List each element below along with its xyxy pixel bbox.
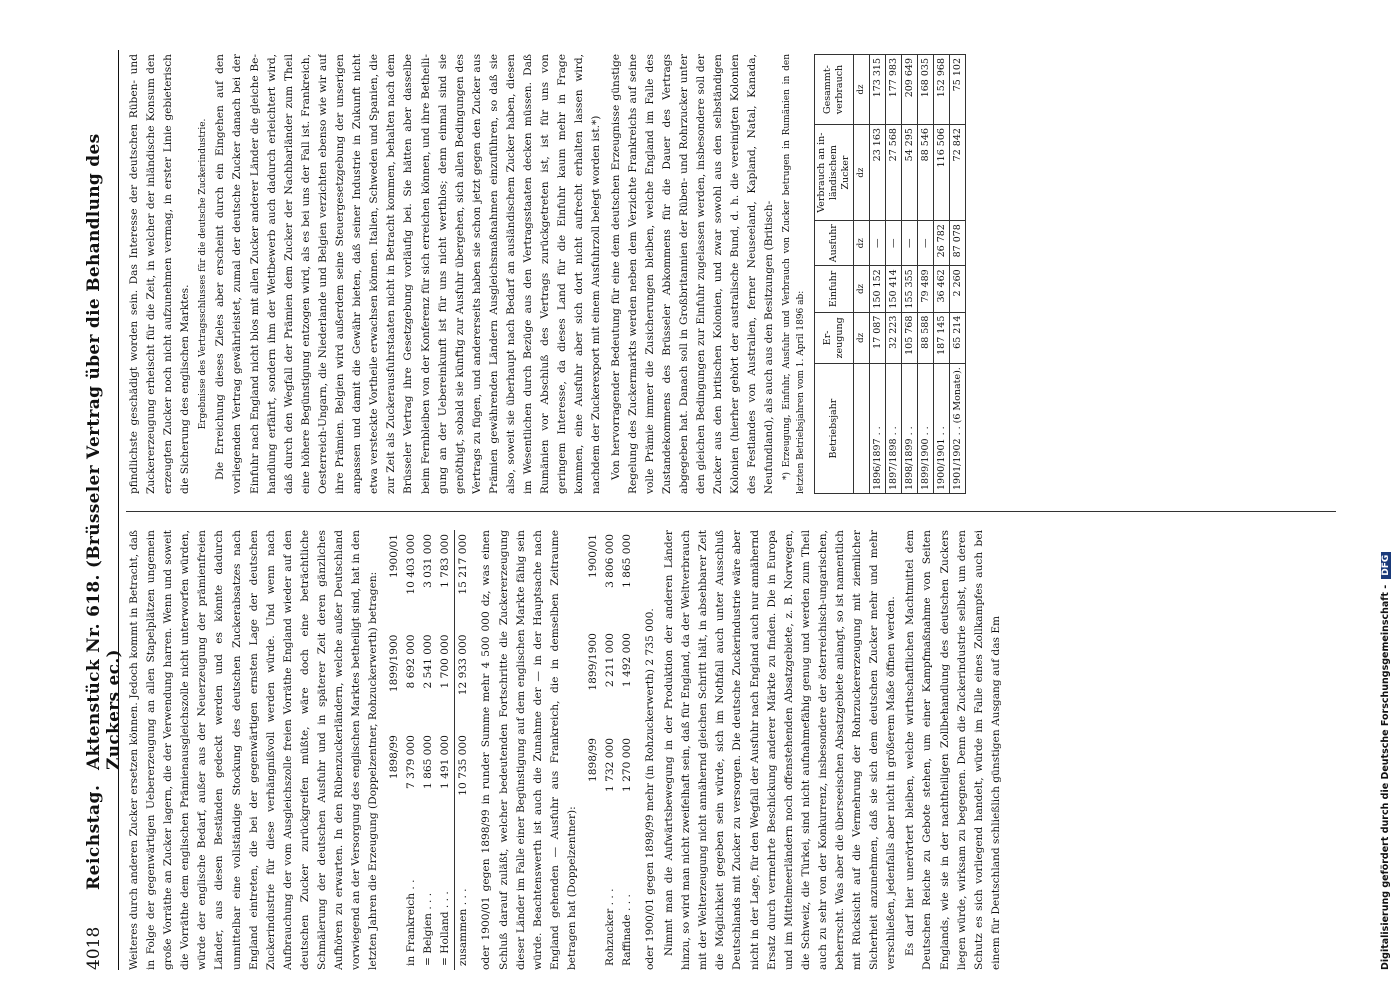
table-header-cell: Gesammtverbrauch <box>815 55 854 125</box>
table-cell: 79 489 <box>918 266 934 312</box>
table-cell: — <box>886 221 902 266</box>
table-cell: 36 462 <box>934 266 950 312</box>
table-cell: 1 732 000 <box>603 738 616 792</box>
table-cell: 75 102 <box>950 55 966 125</box>
table-header-cell <box>585 833 602 970</box>
table-cell: 54 295 <box>902 125 918 221</box>
table-row <box>886 55 902 494</box>
table-cell: 10 735 000 <box>455 731 473 832</box>
table-cell: 177 983 <box>886 55 902 125</box>
table-header-cell <box>386 832 403 970</box>
table-cell: 2 541 000 <box>422 634 435 689</box>
table-cell: in Frankreich . . <box>405 879 418 966</box>
table-cell: 1 270 000 <box>620 738 633 792</box>
table-cell: 23 163 <box>870 125 886 221</box>
table-header-row <box>386 530 403 970</box>
table-cell: — <box>870 221 886 266</box>
column-divider <box>126 511 1336 512</box>
production-table <box>386 530 472 970</box>
table-cell: 187 145 <box>934 312 950 364</box>
table-cell: — <box>918 221 934 266</box>
unit-cell: dz <box>854 312 870 364</box>
table-cell: 1 783 000 <box>439 534 452 588</box>
paragraph: Die Erreichung dieses Zieles aber erscheint durch ein Eingehen auf den vorliegenden Vertrag gewährleistet, zumal der deutsche Zucker danach bei der Einfuhr nach England nicht blos mit allen Zucker anderer Länder die gleiche Behandlung erfährt, sondern ihm der Wettbewerb auch dadurch erleichtert wird, daß durch den Wegfall der Prämien dem Zucker der Nachbarländer zum Theil eine höhere Begünstigung entzogen wird, als es bei uns der Fall ist. Frankreich, Oesterreich-Ungarn, die Niederlande und Belgien verzichten ebenso wie wir auf ihre Prämien. Belgien wird außerdem seine Steuergesetzgebung der unserigen anpassen und damit die Gewähr bieten, daß seiner Industrie in Zukunft nicht etwa versteckte Vortheile erwachsen können. Italien, Schweden und Spanien, die zur Zeit als Zuckerausfuhrstaaten nicht in Betracht kommen, behalten nach dem Brüsseler Vertrag ihre Gesetzgebung vorläufig bei. Sie hätten aber dasselbe beim Fernbleiben von der Konferenz für sich erreichen können, und ihre Betheiligung an der Uebereinkunft ist für uns nicht werthlos; denn einmal sind sie genöthigt, sobald sie künftig zur Ausfuhr übergehen, sich allen Bedingungen des Vertrags zu fügen, und andererseits haben sie schon jetzt gegen den Zucker aus Prämien gewährenden Ländern Ausgleichsmaßnahmen einzuführen, so daß sie also, soweit sie überhaupt nach Bedarf an ausländischem Zucker haben, diesen im Wesentlichen durch Bezüge aus den Vertragsstaaten decken müssen. Daß Rumänien vor Abschluß des Vertrags zurückgetreten ist, ist für uns von geringem Interesse, da dieses Land für die Einfuhr kaum mehr in Frage kommen, eine Ausfuhr aber sich dort nicht aufrecht erhalten lassen wird, nachdem der Zuckerexport mit einem Ausfuhrzoll belegt worden ist.*) <box>214 54 603 494</box>
table-header-cell: 1898/99 <box>586 738 599 783</box>
table-cell: 3 031 000 <box>422 534 435 588</box>
export-table <box>585 530 636 970</box>
table-row <box>870 55 886 494</box>
caption-text: Digitalisierung gefördert durch die Deutsche Forschungsgemeinschaft - <box>1380 584 1391 970</box>
paragraph: oder 1900/01 gegen 1898/99 mehr (in Rohzuckerwerth) 2 735 000. <box>643 608 656 970</box>
table-header-cell: Einfuhr <box>815 266 854 312</box>
paragraph: oder 1900/01 gegen 1898/99 in runder Summe mehr 4 500 000 dz, was einen Schluß darauf zuläßt, welcher bedeutenden Fortschritte die Zuckererzeugung dieser Länder im Falle einer Begünstigung auf dem englischen Markte fähig sein würde. Beachtenswerth ist auch die Zunahme der — in der Hauptsache nach England gehenden — Ausfuhr aus Frankreich, die in demselben Zeitraume betragen hat (Doppelzentner): <box>480 530 578 970</box>
table-cell: 150 152 <box>870 266 886 312</box>
table-row <box>934 55 950 494</box>
romania-sugar-table <box>814 54 966 494</box>
table-cell: 1899/1900 . . <box>918 364 934 494</box>
unit-cell: dz <box>854 55 870 125</box>
running-header <box>78 50 124 970</box>
header-left-title: Reichstag. <box>84 784 104 890</box>
table-cell: 32 223 <box>886 312 902 364</box>
table-cell: 1 865 000 <box>422 735 435 790</box>
table-cell: 1901/1902 . . (6 Monate). <box>950 364 966 494</box>
table-row <box>950 55 966 494</box>
table-cell: zusammen . . . <box>455 832 473 970</box>
table-header-cell: 1899/1900 <box>586 633 599 691</box>
right-column <box>126 54 1346 494</box>
table-cell: 116 506 <box>934 125 950 221</box>
unit-cell: dz <box>854 266 870 312</box>
table-cell: 27 568 <box>886 125 902 221</box>
header-right-title: Aktenstück Nr. 618. (Brüsseler Vertrag über die Behandlung des Zuckers ec.) <box>84 133 124 770</box>
table-row <box>619 530 636 970</box>
table-header-cell: Betriebsjahr <box>815 364 854 494</box>
table-cell: 173 315 <box>870 55 886 125</box>
table-cell: 17 087 <box>870 312 886 364</box>
table-cell: 1897/1898 . . <box>886 364 902 494</box>
table-row <box>602 530 619 970</box>
table-cell: Rohzucker . . . <box>603 888 616 966</box>
section-subheading: Ergebnisse des Vertragsschlusses für die deutsche Zuckerindustrie. <box>198 118 209 430</box>
table-unit-row <box>854 55 870 494</box>
unit-cell: dz <box>854 125 870 221</box>
table-cell: 150 414 <box>886 266 902 312</box>
table-total-row <box>455 530 473 970</box>
left-column <box>126 530 1346 970</box>
table-cell: 2 260 <box>950 266 966 312</box>
table-header-cell: 1898/99 <box>388 735 401 780</box>
table-cell: 1 492 000 <box>620 633 633 688</box>
table-cell: 1900/1901 . . <box>934 364 950 494</box>
table-cell: 15 217 000 <box>455 530 473 631</box>
table-cell: 1 491 000 <box>439 735 452 790</box>
table-header-row <box>815 55 854 494</box>
unit-cell <box>854 364 870 494</box>
table-cell: 155 355 <box>902 266 918 312</box>
table-header-cell: Verbrauch an inländischem Zucker <box>815 125 854 221</box>
table-cell: 152 968 <box>934 55 950 125</box>
table-cell: = Holland . . . <box>439 891 452 966</box>
table-cell: 8 692 000 <box>405 634 418 689</box>
table-row <box>420 530 437 970</box>
page-content <box>78 50 1368 970</box>
table-cell: = Belgien . . . <box>422 892 435 966</box>
table-header-cell: 1900/01 <box>388 534 401 579</box>
table-header-cell: 1900/01 <box>586 534 599 579</box>
table-row <box>437 530 455 970</box>
table-row <box>902 55 918 494</box>
table-cell: 209 649 <box>902 55 918 125</box>
table-cell: 88 588 <box>918 312 934 364</box>
table-cell: 10 403 000 <box>405 534 418 595</box>
table-header-cell: Ausfuhr <box>815 221 854 266</box>
table-cell: 2 211 000 <box>603 633 616 688</box>
paragraph: Weiteres durch anderen Zucker ersetzen können. Jedoch kommt in Betracht, daß in Folge der gegenwärtigen Uebererzeugung an allen Stapelplätzen ungemein große Vorräthe an Zucker lagern, die der Verwendung harren. Wenn und soweit die Vorräthe dem englischen Prämienausgleichszolle nicht unterworfen würden, würde der englische Bedarf, außer aus der Neuerzeugung der prämienfreien Länder, aus diesen Beständen gedeckt werden und es könnte dadurch unmittelbar eine vollständige Stockung des deutschen Zuckerabsatzes nach England eintreten, die bei der gegenwärtigen ernsten Lage der deutschen Zuckerindustrie für diese verhängnißvoll werden würde. Und wenn nach Aufbrauchung der vom Ausgleichszolle freien Vorräthe England wieder auf den deutschen Zucker zurückgreifen müßte, wäre doch eine beträchtliche Schmälerung der deutschen Ausfuhr und in späterer Zeit deren gänzliches Aufhören zu erwarten. In den Rübenzuckerländern, welche außer Deutschland vorwiegend an der Versorgung des englischen Marktes betheiligt sind, hat in den letzten Jahren die Erzeugung (Doppelzentner, Rohzuckerwerth) betragen: <box>128 530 380 970</box>
page-number: 4018 <box>84 926 104 970</box>
table-cell: 72 842 <box>950 125 966 221</box>
paragraph: Nimmt man die Aufwärtsbewegung in der Produktion der anderen Länder hinzu, so wird man nicht zweifelhaft sein, daß für England, da der Weltverbrauch mit der Welterzeugung nicht annähernd gleichen Schritt hält, in absehbarer Zeit die Möglichkeit gegeben sein würde, sich im Nothfall auch unter Ausschluß Deutschlands mit Zucker zu versorgen. Die deutsche Zuckerindustrie wäre aber nicht in der Lage, für den Wegfall der Ausfuhr nach England auch nur annähernd Ersatz durch vermehrte Beschickung anderer Märkte zu finden. Die in Europa und im Mittelmeerländern noch offenstehenden Absatzgebiete, z. B. Norwegen, die Schweiz, die Türkei, sind nicht aufnahmefähig genug und werden zum Theil auch zu sehr von der Konkurrenz, insbesondere der österreichisch-ungarischen, beherrscht. Was aber die überseeischen Absatzgebiete anlangt, so ist namentlich mit Rücksicht auf die Vermehrung der Rohrzuckererzeugung mit ziemlicher Sicherheit anzunehmen, daß sie sich dem deutschen Zucker mehr und mehr verschließen, jedenfalls aber nicht in größerem Maße öffnen werden. <box>663 530 898 970</box>
digitization-caption <box>1380 30 1394 970</box>
table-cell: 26 782 <box>934 221 950 266</box>
table-header-cell: 1899/1900 <box>388 634 401 693</box>
table-row <box>918 55 934 494</box>
table-row <box>403 530 420 970</box>
table-cell: 168 035 <box>918 55 934 125</box>
rotated-page <box>78 0 1368 1000</box>
table-cell: 1 865 000 <box>620 534 633 588</box>
table-cell: 3 806 000 <box>603 534 616 588</box>
table-cell: Raffinade . . . <box>620 894 633 966</box>
table-cell: 1896/1897 . . <box>870 364 886 494</box>
table-cell: 87 078 <box>950 221 966 266</box>
table-cell: 88 546 <box>918 125 934 221</box>
table-cell: 105 768 <box>902 312 918 364</box>
paragraph: Es darf hier unerörtert bleiben, welche wirthschaftlichen Machtmittel dem Deutschen Reiche zu Gebote stehen, um einer Kampfmaßnahme von Seiten Englands, wie sie in der nachtheiligen Zollbehandlung des deutschen Zuckers liegen würde, wirksam zu begegnen. Denn die Zuckerindustrie selbst, um deren Schutz es sich vorliegend handelt, würde im Falle eines Zollkampfes auch bei einem für Deutschland schließlich günstigen Ausgang auf das Em <box>904 530 1002 970</box>
table-cell: 1 700 000 <box>439 634 452 689</box>
unit-cell: dz <box>854 221 870 266</box>
table-cell: 12 933 000 <box>455 631 473 732</box>
paragraph: Von hervorragender Bedeutung für eine dem deutschen Erzeugnisse günstige Regelung des Zuckermarkts werden neben dem Verzichte Frankreichs auf seine volle Prämie immer die Zusicherungen bleiben, welche England im Falle des Zustandekommens des Brüsseler Abkommens für die Dauer des Vertrags abgegeben hat. Danach soll in Großbritannien der Rüben- und Rohrzucker unter den gleichen Bedingungen zur Einfuhr zugelassen werden, insbesondere soll der Zucker aus den britischen Kolonien, und zwar sowohl aus den selbständigen Kolonien (hierher gehört der australische Bund, d. h. die vereinigten Kolonien des Festlandes von Australien, ferner Neuseeland, Kapland, Natal, Kanada, Neufundland), als auch aus den Besitzungen (Britisch- <box>609 54 776 494</box>
table-header-cell: Erzeugung <box>815 312 854 364</box>
table-cell: 1898/1899 . . <box>902 364 918 494</box>
paragraph: pfindlichste geschädigt worden sein. Das Interesse der deutschen Rüben- und Zuckererzeugung erheischt für die Zeit, in welcher der inländische Konsum den erzeugten Zucker noch nicht aufzunehmen vermag, in erster Linie gebieterisch die Sicherung des englischen Marktes. <box>128 54 192 494</box>
dfg-logo: DFG <box>1381 552 1391 579</box>
table-cell: — <box>902 221 918 266</box>
table-cell: 7 379 000 <box>405 735 418 790</box>
footnote: *) Erzeugung, Einfuhr, Ausfuhr und Verbrauch von Zucker betrugen in Rumänien in den letzten Betriebsjahren vom 1. April 1896 ab: <box>782 54 807 494</box>
table-cell: 65 214 <box>950 312 966 364</box>
table-header-row <box>585 530 602 970</box>
